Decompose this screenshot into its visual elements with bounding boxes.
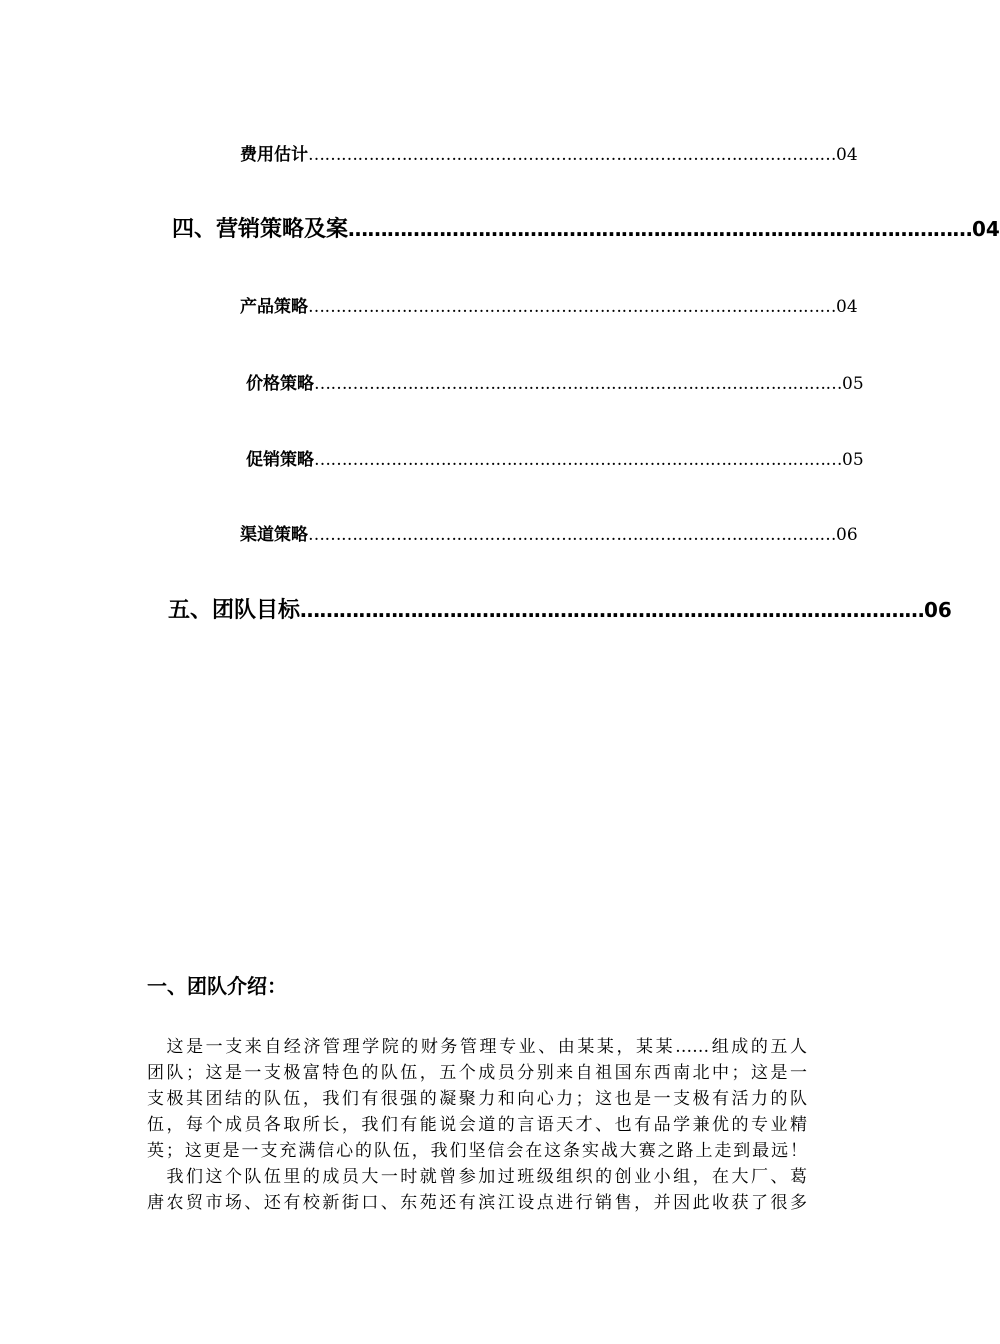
- toc-title: 渠道策略: [240, 525, 308, 545]
- text-line: 伍，每个成员各取所长，我们有能说会道的言语天才、也有品学兼优的专业精: [147, 1115, 807, 1135]
- text-line: 唐农贸市场、还有校新街口、东苑还有滨江设点进行销售，并因此收获了很多: [147, 1193, 807, 1213]
- toc-title: 五、团队目标: [168, 598, 301, 623]
- text-line: 支极其团结的队伍，我们有很强的凝聚力和向心力；这也是一支极有活力的队: [147, 1089, 807, 1109]
- paragraph-team-intro: [147, 1034, 807, 1164]
- toc-page-number: 06: [924, 598, 952, 622]
- toc-leader-dots: ……………………………………………………………………………………: [348, 217, 973, 241]
- toc-entry-team-goals[interactable]: [168, 593, 952, 624]
- toc-entry-marketing-strategy[interactable]: [172, 212, 1000, 243]
- toc-title: 促销策略: [246, 450, 314, 470]
- toc-leader-dots: ……………………………………………………………………………………: [314, 450, 842, 470]
- toc-page-number: 05: [842, 374, 864, 394]
- text-line: 这是一支来自经济管理学院的财务管理专业、由某某，某某……组成的五人: [147, 1037, 807, 1057]
- toc-title: 四、营销策略及案: [172, 217, 349, 242]
- toc-leader-dots: ……………………………………………………………………………………: [300, 598, 925, 622]
- text-line: 团队；这是一支极富特色的队伍，五个成员分别来自祖国东西南北中；这是一: [147, 1063, 807, 1083]
- toc-entry-channel-strategy[interactable]: [240, 520, 858, 545]
- toc-leader-dots: ……………………………………………………………………………………: [308, 525, 836, 545]
- toc-entry-cost-estimate[interactable]: [240, 140, 858, 165]
- toc-leader-dots: ……………………………………………………………………………………: [314, 374, 842, 394]
- toc-page-number: 04: [836, 297, 858, 317]
- text-line: 英；这更是一支充满信心的队伍，我们坚信会在这条实战大赛之路上走到最远！: [147, 1141, 807, 1161]
- toc-leader-dots: ……………………………………………………………………………………: [308, 297, 836, 317]
- toc-entry-product-strategy[interactable]: [240, 292, 858, 317]
- toc-page-number: 04: [972, 217, 1000, 241]
- toc-title: 费用估计: [240, 145, 308, 165]
- toc-page-number: 05: [842, 450, 864, 470]
- toc-entry-price-strategy[interactable]: [246, 369, 864, 394]
- paragraph-team-experience: [147, 1164, 807, 1216]
- toc-page-number: 04: [836, 145, 858, 165]
- toc-title: 价格策略: [246, 374, 314, 394]
- toc-page-number: 06: [836, 525, 858, 545]
- text-line: 我们这个队伍里的成员大一时就曾参加过班级组织的创业小组，在大厂、葛: [147, 1167, 807, 1187]
- toc-title: 产品策略: [240, 297, 308, 317]
- toc-leader-dots: ……………………………………………………………………………………: [308, 145, 836, 165]
- section-heading: 一、团队介绍：: [147, 974, 287, 998]
- section-body: [147, 1034, 807, 1216]
- toc-entry-promotion-strategy[interactable]: [246, 445, 864, 470]
